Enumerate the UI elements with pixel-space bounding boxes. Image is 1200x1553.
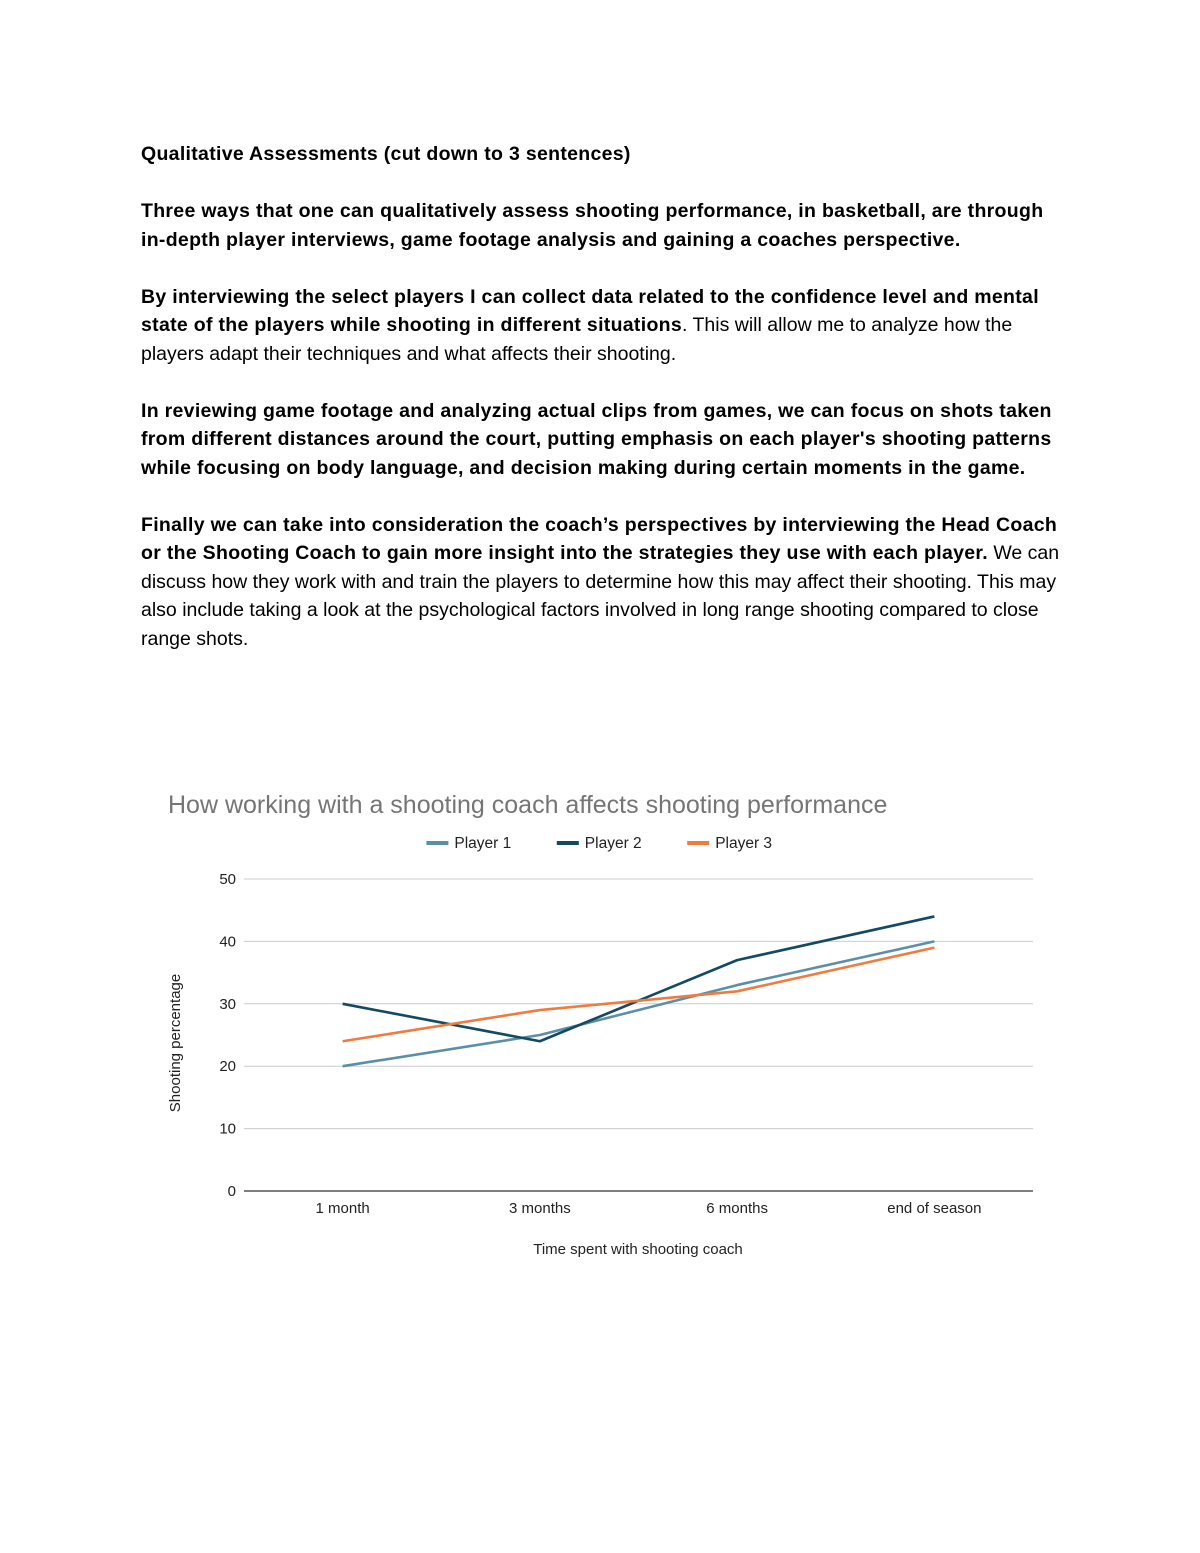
chart-title: How working with a shooting coach affects shooting performance xyxy=(168,791,888,819)
paragraph-3-bold: In reviewing game footage and analyzing actual clips from games, we can focus on shots taken from different distances around the court, putting emphasis on each player's shooting patterns while focusing on body language, and decision making during certain moments in the game. xyxy=(141,399,1052,479)
shooting-performance-chart xyxy=(150,775,1050,1275)
chart-legend xyxy=(426,835,772,852)
y-tick-label-0: 0 xyxy=(227,1183,236,1200)
x-axis-label: Time spent with shooting coach xyxy=(533,1241,743,1258)
y-tick-label-10: 10 xyxy=(219,1120,236,1138)
y-axis-label: Shooting percentage xyxy=(167,973,184,1113)
y-tick-label-30: 30 xyxy=(219,995,236,1013)
y-tick-label-50: 50 xyxy=(219,871,236,888)
x-axis-ticks xyxy=(316,1200,982,1217)
chart-series xyxy=(343,916,935,1066)
x-tick-label-end-of-season: end of season xyxy=(887,1200,982,1217)
legend-label-player-2: Player 2 xyxy=(584,835,642,852)
paragraph-player-interviews xyxy=(141,283,1066,369)
series-line-player-2 xyxy=(343,916,935,1041)
chart-gridlines xyxy=(244,879,1033,1191)
paragraph-game-footage xyxy=(141,397,1066,483)
document-body xyxy=(141,140,1066,682)
paragraph-assessment-methods xyxy=(141,197,1066,254)
legend-label-player-1: Player 1 xyxy=(454,835,512,852)
legend-item-player-3 xyxy=(687,835,772,852)
y-tick-label-20: 20 xyxy=(219,1058,236,1076)
legend-label-player-3: Player 3 xyxy=(715,835,773,852)
x-tick-label-6-months: 6 months xyxy=(706,1200,768,1217)
paragraph-4-normal: We can discuss how they work with and train the players to determine how this may affect their shooting. This may also include taking a look at the psychological factors involved in long range shooting compared to close range shots. xyxy=(141,542,1060,650)
paragraph-coach-perspective xyxy=(141,511,1066,654)
y-axis-ticks xyxy=(219,871,236,1200)
x-tick-label-3-months: 3 months xyxy=(509,1200,571,1217)
paragraph-4-bold: Finally we can take into consideration the coach’s perspectives by interviewing the Head Coach or the Shooting Coach to gain more insight into the strategies they use with each player. xyxy=(141,513,1058,564)
paragraph-2-bold: By interviewing the select players I can collect data related to the confidence level and mental state of the players while shooting in different situations xyxy=(141,285,1039,336)
y-tick-label-40: 40 xyxy=(219,933,236,951)
paragraph-1-bold: Three ways that one can qualitatively assess shooting performance, in basketball, are through in-depth player interviews, game footage analysis and gaining a coaches perspective. xyxy=(141,200,1044,251)
x-tick-label-1-month: 1 month xyxy=(315,1200,370,1217)
legend-item-player-2 xyxy=(557,835,642,852)
section-heading: Qualitative Assessments (cut down to 3 sentences) xyxy=(141,143,631,165)
legend-item-player-1 xyxy=(426,835,511,852)
paragraph-2-normal: . This will allow me to analyze how the players adapt their techniques and what affects their shooting. xyxy=(141,314,1013,365)
